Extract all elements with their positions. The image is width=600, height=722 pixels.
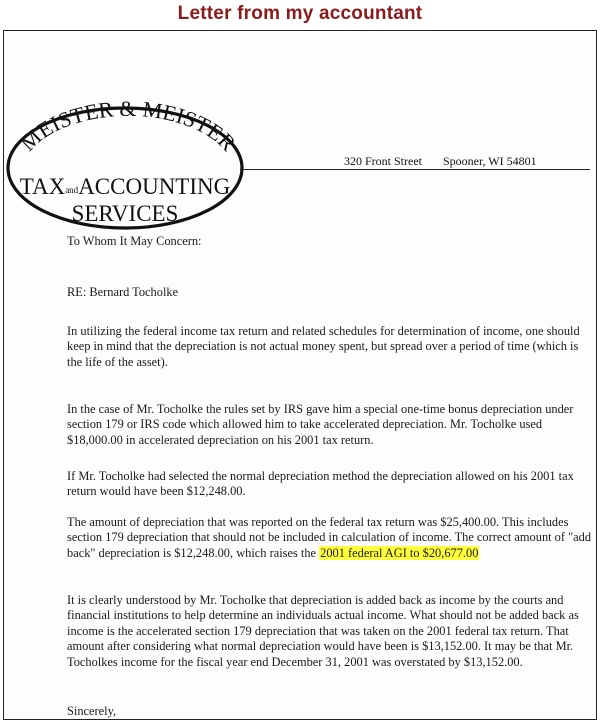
letterhead-line3: SERVICES [71, 201, 179, 226]
page-title: Letter from my accountant [177, 3, 423, 24]
paragraph-1: In utilizing the federal income tax return and related schedules for determination of income, one should keep in mind that the depreciation is not actual money spent, but spread over a period of time (which is the life of the asset). [67, 324, 580, 369]
paragraph-4 [67, 515, 592, 561]
highlighted-agi: 2001 federal AGI to $20,677.00 [320, 545, 479, 560]
paragraph-5: It is clearly understood by Mr. Tocholke that depreciation is added back as income by the courts and financial institutions to help determine an individuals actual income. What should not be added back as income is the accelerated section 179 depreciation that was taken on the 2001 federal tax return. That amount after considering what normal depreciation would have been is $13,152.00. It may be that Mr. Tocholkes income for the fiscal year end December 31, 2001 was overstated by $13,152.00. [67, 593, 579, 669]
scanned-letter [3, 30, 597, 720]
letterhead-rule [240, 169, 590, 170]
salutation: To Whom It May Concern: [67, 234, 202, 248]
closing: Sincerely, [67, 704, 117, 718]
paragraph-3: If Mr. Tocholke had selected the normal depreciation method the depreciation allowed on his 2001 tax return would have been $12,248.00. [67, 469, 574, 499]
street-address: 320 Front Street [344, 154, 422, 168]
letterhead-logo [5, 91, 247, 231]
re-line: RE: Bernard Tocholke [67, 285, 179, 299]
city-state-zip: Spooner, WI 54801 [443, 154, 537, 168]
paragraph-2: In the case of Mr. Tocholke the rules set by IRS gave him a special one-time bonus depreciation under section 179 or IRS code which allowed him to take accelerated depreciation. Mr. Tocholke used $18,000.00 in accelerated depreciation on his 2001 tax return. [67, 402, 574, 447]
letterhead-address [344, 154, 537, 169]
letterhead-line1: MEISTER & MEISTER [15, 95, 242, 156]
letterhead-line2: TAXandACCOUNTING [19, 174, 231, 199]
paragraph-4-text: The amount of depreciation that was reported on the federal tax return was $25,400.00. This includes section 179 depreciation that should not be included in calculation of income. The correct amount of "add back" depreciation is $12,248.00, which raises the [67, 515, 592, 560]
